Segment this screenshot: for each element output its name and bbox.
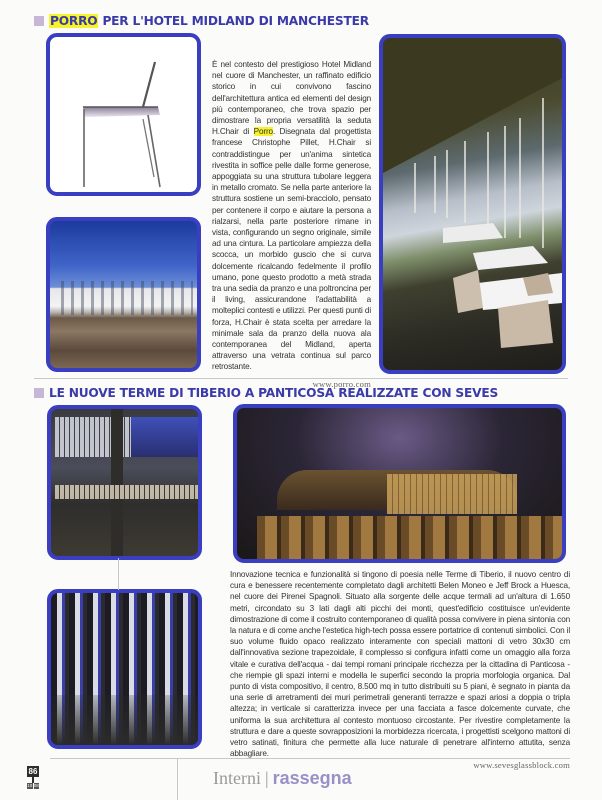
article1-divider [34, 378, 568, 379]
footer-rule [50, 758, 570, 759]
section-name: rassegna [272, 768, 352, 788]
footer-vertical-rule [177, 758, 178, 800]
article2-url[interactable]: www.sevesglassblock.com [473, 760, 570, 771]
article1-body-brand: Porro [253, 127, 273, 137]
dining-room-scene [383, 38, 562, 370]
hotel-exterior-photo [46, 217, 201, 372]
mountain-window [131, 417, 198, 457]
article2-title-text: LE NUOVE TERME DI TIBERIO A PANTICOSA REALIZZATE CON SEVES [49, 386, 499, 400]
cafe-tables [51, 695, 198, 745]
section-bullet-icon [34, 388, 44, 398]
footer-brand [213, 768, 352, 789]
glass-block-wall-photo [47, 589, 202, 749]
article2-title [34, 385, 498, 401]
chair-photo [46, 33, 201, 196]
article1-body-part2: . Disegnata dal progettista francese Christophe Pillet, H.Chair si contraddistingue per un'anima sintetica rivestita in soffice pelle dalle forme generose, appoggiata su una struttura tubolare leggera in metallo cromato. Se nella parte anteriore la struttura sostiene un semi-bracciolo, pensato per contenere il corpo e aiutare la persona a rialzarsi, nella parte posteriore rimane in vista, configurando un segno originale, simile ad una cintura. La particolare ampiezza della scocca, un morbido guscio che si curva dolcemente ricalcando fedelmente il profilo umano, pone questo prodotto a metà strada tra una sedia da pranzo e una poltroncina per il living, assicurandone l'adattabilità a molteplici contesti e utilizzi. Per questi punti di forza, H.Chair è stata scelta per arredare la minimale sala da pranzo della nuova ala contemporanea del Midland, aperta attraverso una vetrata continua sul parco retrostante. [212, 127, 371, 372]
dining-room-photo [379, 34, 566, 374]
article1-title-text: PER L'HOTEL MIDLAND DI MANCHESTER [102, 14, 369, 28]
column [111, 409, 123, 559]
issue-left: 10 [27, 783, 33, 788]
vertical-connector [118, 558, 119, 590]
footer-separator: | [264, 768, 269, 788]
issue-number [27, 783, 39, 789]
glass-block-grid-lower [55, 485, 198, 499]
issue-right: 08 [33, 783, 39, 788]
magazine-name: Interni [213, 768, 261, 788]
article1-title [34, 13, 369, 29]
article1-body-part1: È nel contesto del prestigioso Hotel Midland nel cuore di Manchester, un raffinato edificio storico in cui convivono fascino dell'architettura antica ed elementi del design più contemporaneo, che trova spazio per dimostrare la propria versatilità la seduta H.Chair di [212, 60, 371, 137]
chair-illustration [50, 37, 197, 192]
page-number: 86 [28, 767, 38, 776]
page-number-block [27, 766, 39, 789]
article1-text-column [212, 59, 371, 390]
building-lower [257, 516, 562, 561]
section-bullet-icon [34, 16, 44, 26]
spa-night-exterior-photo [233, 404, 566, 563]
article2-text-column [230, 569, 570, 771]
article1-body [212, 59, 371, 373]
article1-title-brand: PORRO [50, 14, 98, 28]
building-lit-band [387, 474, 517, 514]
article1-url[interactable]: www.porro.com [312, 378, 371, 389]
spa-interior-photo [47, 405, 202, 560]
article2-body: Innovazione tecnica e funzionalità si tingono di poesia nelle Terme di Tiberio, il nuovo centro di cura e benessere recentemente completato dagli architetti Belen Moneo e Jeff Brock a Huesca, nel cuore dei Pirenei Spagnoli. Situato alla sorgente delle acque termali ad un'altura di 1.650 metri, circondato su 3 lati dagli alti picchi dei monti, quest'edificio costituisce un'evidente dimostrazione di come il costruito contemporaneo di qualità possa convivere in piena sintonia con la natura e di come anche l'estetica high-tech possa essere portatrice di contenuti simbolici. Con il suo volume fluido opaco realizzato interamente con speciali mattoni di vetro 30x30 cm dall'innovativa sezione trapezoidale, il complesso si configura infatti come un omaggio alla forza vitale e curativa dell'acqua - dai tempi romani principale ricchezza per la cittadina di Panticosa - che riempie gli spazi interni e modella le superfici secondo la propria morfologia organica. Dal punto di vista compositivo, il centro, 8.500 mq in tutto distribuiti su 5 piani, è segnato in pianta da una serie di arretramenti dei muri perimetrali generanti terrazze e spazi ariosi a doppia o tripla altezza; in verticale si caratterizza invece per una facciata a fasce dolcemente curvate, che uniforma la sua architettura al contesto montuoso circostante. Per rivestire completamente la struttura e dare a queste sovrapposizioni la morbidezza ricercata, i progettisti scelgono mattoni di vetro satinati, finitura che permette alla luce naturale di penetrare all'interno attutita, senza abbagliare. [230, 570, 570, 759]
hotel-windows [54, 281, 193, 315]
